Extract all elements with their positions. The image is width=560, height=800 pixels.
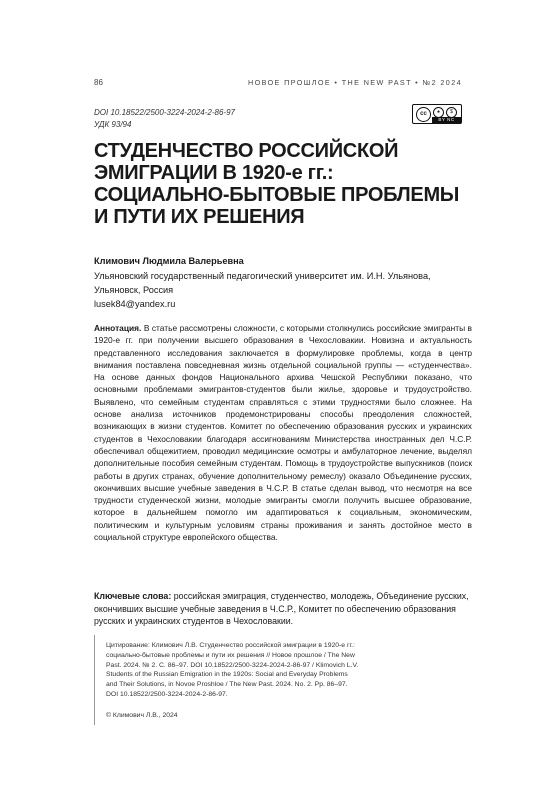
- journal-running-head: НОВОЕ ПРОШЛОЕ • THE NEW PAST • №2 2024: [248, 78, 462, 87]
- article-title: [94, 140, 474, 228]
- by-icon: ●: [433, 107, 444, 118]
- page-number: 86: [94, 78, 103, 87]
- cc-logo: cc: [416, 107, 431, 122]
- author-email: lusek84@yandex.ru: [94, 299, 176, 309]
- license-bar: [432, 117, 461, 123]
- cc-by-nc-icon: [412, 104, 462, 124]
- license-by-label: BY: [438, 117, 446, 122]
- nc-icon: $: [446, 107, 457, 118]
- keywords: [94, 590, 472, 628]
- abstract-label: Аннотация.: [94, 323, 142, 333]
- keywords-label: Ключевые слова:: [94, 591, 172, 601]
- abstract-text: В статье рассмотрены сложности, с которыми столкнулись российские эмигранты в 1920-е гг. при получении высшего образования в Чехословакии. Новизна и актуальность представленного исследования заключается в формулировке проблемы, когда в центр внимания поставлена повседневная жизнь отдельной социальной группы — «студенчества». На основе данных фондов Национального архива Чешской Республики показано, что основными проблемами эмигрантов-студентов были жилье, здоровье и трудоустройство. Выявлено, что семейным студентам справляться с этими трудностями было сложнее. На основе анализа источников продемонстрированы способы преодоления сложностей, возникающих в жизни студентов. Комитет по обеспечению образования русских и украинских студентов в Чехословакии благодаря ассигнованиям Министерства иностранных дел Ч.С.Р. обеспечивал общежитием, проводил медицинские осмотры и амбулаторное лечение, выделял дополнительные пособия семейным студентам. Помощь в трудоустройстве выпускников (поиск работы в других странах, обучение дополнительному ремеслу) оказало Объединение русских, окончивших высшие учебные заведения в Ч.С.Р. В статье сделан вывод, что несмотря на все трудности студенческой жизни, молодые эмигранты смогли получить высшее образование, которое в дальнейшем помогло им адаптироваться к социальным, экономическим, политическим и культурным условиям страны проживания и занять достойное место в социальной структуре европейского общества.: [94, 323, 473, 543]
- title-line: СОЦИАЛЬНО-БЫТОВЫЕ ПРОБЛЕМЫ: [94, 184, 460, 206]
- citation-line: and Their Solutions, in Novoe Proshloe / The New Past. 2024. No. 2. Pp. 86–97.: [106, 681, 348, 689]
- citation-line: Past. 2024. № 2. С. 86–97. DOI 10.18522/2500-3224-2024-2-86-97 / Klimovich L.V.: [106, 661, 359, 669]
- author-name: Климович Людмила Валерьевна: [94, 256, 244, 266]
- title-line: ЭМИГРАЦИИ В 1920-е гг.:: [94, 162, 334, 184]
- keywords-text: российская эмиграция, студенчество, молодежь, Объединение русских, окончивших высшие учебные заведения в Ч.С.Р., Комитет по обеспечению образования русских и украинских студентов в Чехословакии.: [94, 591, 469, 626]
- citation-line: DOI 10.18522/2500-3224-2024-2-86-97.: [106, 690, 228, 698]
- title-line: И ПУТИ ИХ РЕШЕНИЯ: [94, 206, 305, 228]
- license-nc-label: NC: [447, 117, 455, 122]
- author-affiliation: [94, 269, 474, 311]
- citation-line: Students of the Russian Emigration in the 1920s: Social and Everyday Problems: [106, 671, 348, 679]
- citation-line: социально-бытовые проблемы и пути их решения // Новое прошлое / The New: [106, 651, 355, 659]
- affiliation-line: Ульяновский государственный педагогический университет им. И.Н. Ульянова,: [94, 271, 431, 281]
- citation-block: [106, 641, 466, 700]
- affiliation-line: Ульяновск, Россия: [94, 285, 174, 295]
- title-line: СТУДЕНЧЕСТВО РОССИЙСКОЙ: [94, 140, 399, 162]
- abstract: [94, 322, 472, 543]
- copyright: © Климович Л.В., 2024: [106, 712, 178, 719]
- udc-code: УДК 93/94: [94, 120, 132, 129]
- doi: DOI 10.18522/2500-3224-2024-2-86-97: [94, 108, 235, 117]
- citation-line: Цитирование: Климович Л.В. Студенчество российской эмиграции в 1920-е гг.:: [106, 642, 355, 649]
